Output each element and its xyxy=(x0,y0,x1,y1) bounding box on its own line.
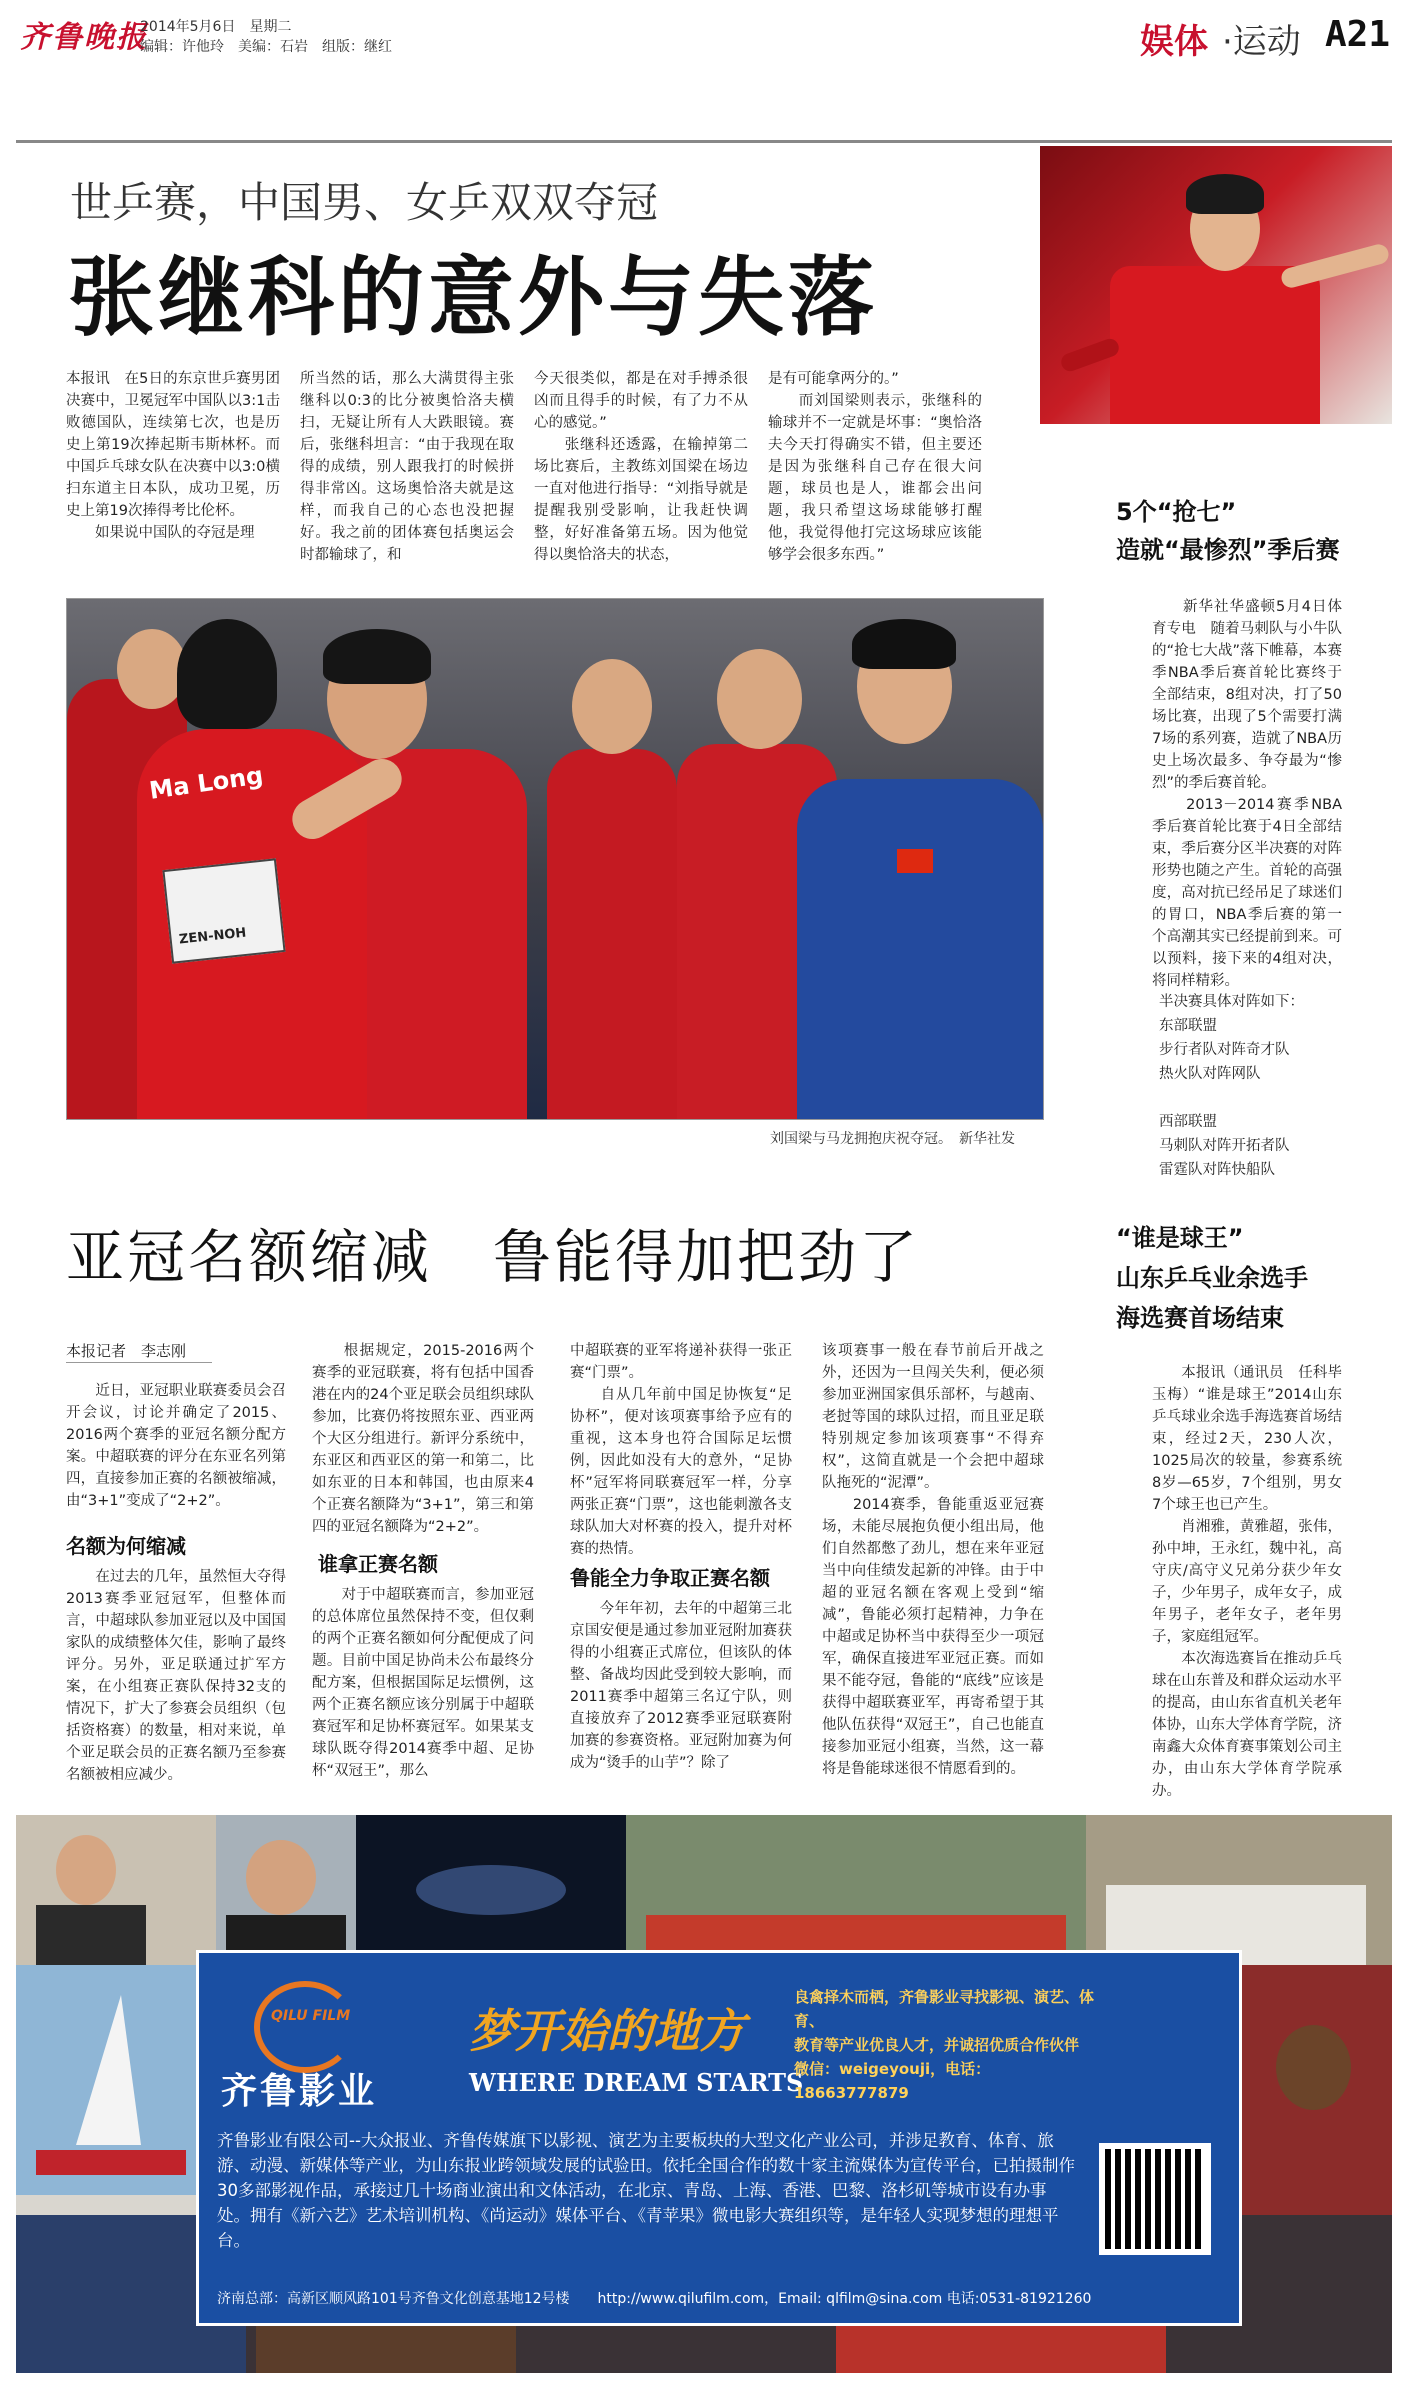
player-jersey xyxy=(1110,266,1320,424)
sidebar1-east-1: 步行者队对阵奇才队 xyxy=(1130,1042,1290,1058)
ad-photo-man xyxy=(216,1815,356,1965)
player-arm xyxy=(1279,242,1390,290)
qilu-film-ad xyxy=(16,1815,1392,2373)
ad-photo-team xyxy=(1086,1815,1392,1965)
sidebar2-headline-1: 山东乒乓业余选手 xyxy=(1116,1264,1308,1292)
photo-caption: 刘国梁与马龙拥抱庆祝夺冠。 新华社发 xyxy=(770,1131,1015,1147)
sidebar1-west-title: 西部联盟 xyxy=(1130,1114,1217,1130)
player-hair xyxy=(1186,174,1264,214)
story2-byline: 本报记者 李志刚 xyxy=(66,1342,187,1360)
sidebar2-body: 本报讯（通讯员 任科毕玉梅）“谁是球王”2014山东乒乓球业余选手海选赛首场结束，经过2天，230人次，1025局次的较量，参赛系统8岁—65岁，7个组别，男女7个球王也已产生。 肖湘雅，黄雅超，张伟，孙中坤，王永红，魏中礼，高守庆/高守义兄弟分获少年女子，少年男子，成年女子，成年男子，老年女子，老年男子，家庭组冠军。 本次海选赛旨在推动乒乓球在山东普及和群众运动水平的提高，由山东省直机关老年体协，山东大学体育学院，济南鑫大众体育赛事策划公司主办，由山东大学体育学院承办。 xyxy=(1152,1365,1342,1799)
ad-recruit-line1: 良禽择木而栖，齐鲁影业寻找影视、演艺、体育、 xyxy=(794,1988,1095,2030)
masthead-logo: 齐鲁晚报 xyxy=(20,20,148,55)
story2-subhead2: 谁拿正赛名额 xyxy=(318,1552,438,1576)
player-blue-jacket xyxy=(797,779,1043,1119)
date-line: 2014年5月6日 星期二 xyxy=(140,19,292,35)
story2-headline: 亚冠名额缩减 鲁能得加把劲了 xyxy=(66,1223,921,1291)
player-photo xyxy=(1040,146,1392,424)
malong-jersey-name: Ma Long xyxy=(147,761,265,805)
story1-kicker: 世乒赛，中国男、女乒双双夺冠 xyxy=(70,178,659,227)
story2-col3b: 今年年初，去年的中超第三北京国安便是通过参加亚冠附加赛获得的小组赛正式席位，但该队的体整、备战均因此受到较大影响，而2011赛季中超第三名辽宁队，则直接放弃了2012赛季亚冠联赛附加赛的参赛资格。亚冠附加赛为何成为“烫手的山芋”？除了 xyxy=(570,1601,792,1771)
sidebar1-west-2: 雷霆队对阵快船队 xyxy=(1130,1162,1275,1178)
section-sublabel: ·运动 xyxy=(1222,22,1301,62)
bg-player-center xyxy=(547,749,677,1119)
malong-head xyxy=(177,619,277,729)
ad-brand-name: 齐鲁影业 xyxy=(221,2071,378,2112)
bg-player-center-face xyxy=(572,659,652,754)
ad-recruit-line2: 教育等产业优良人才，并诚招优质合作伙伴 xyxy=(794,2036,1080,2054)
story2-col1a: 近日，亚冠职业联赛委员会召开会议，讨论并确定了2015、2016两个赛季的亚冠名额分配方案。中超联赛的评分在东亚名列第四，直接参加正赛的名额被缩减，由“3+1”变成了“2+2”。 xyxy=(66,1383,286,1509)
page-number: A21 xyxy=(1325,14,1391,55)
bg-player-wang-face xyxy=(717,649,802,749)
top-divider xyxy=(16,140,1392,143)
ad-recruit-line3: 微信：weigeyouji，电话：18663777879 xyxy=(794,2060,991,2102)
china-flag-icon xyxy=(897,849,933,873)
editor-credits: 编辑：许他玲 美编：石岩 组版：继红 xyxy=(140,39,392,55)
sidebar1-east-title: 东部联盟 xyxy=(1130,1018,1217,1034)
story2-subhead3: 鲁能全力争取正赛名额 xyxy=(570,1566,770,1590)
bib-sponsor: ZEN-NOH xyxy=(178,925,248,948)
story1-headline: 张继科的意外与失落 xyxy=(68,247,878,348)
ad-slogan-en: WHERE DREAM STARTS xyxy=(469,2068,804,2097)
qilu-logo-icon xyxy=(254,1981,356,2073)
race-bib xyxy=(162,858,285,963)
sidebar1-body: 新华社华盛顿5月4日体育专电 随着马刺队与小牛队的“抢七大战”落下帷幕，本赛季NBA季后赛首轮比赛终于全部结束，8组对决，打了50场比赛，出现了5个需要打满7场的系列赛，造就了NBA历史上场次最多、争夺最为“惨烈”的季后赛首轮。 2013－2014赛季NBA季后赛首轮比赛于4日全部结束，季后赛分区半决赛的对阵形势也随之产生。首轮的高强度，高对抗已经吊足了球迷们的胃口，NBA季后赛的第一个高潮其实已经提前到来。可以预料，接下来的4组对决，将同样精彩。 xyxy=(1152,599,1342,989)
sidebar1-east-2: 热火队对阵网队 xyxy=(1130,1066,1261,1082)
ad-body-text: 齐鲁影业有限公司--大众报业、齐鲁传媒旗下以影视、演艺为主要板块的大型文化产业公司，并涉足教育、体育、旅游、动漫、新媒体等产业，为山东报业跨领域发展的试验田。依托全国合作的数十家主流媒体为宣传平台，已拍摄制作30多部影视作品，承接过几十场商业演出和文体活动，在北京、青岛、上海、香港、巴黎、洛杉矶等城市设有办事处。拥有《新六艺》艺术培训机构、《尚运动》媒体平台、《青苹果》微电影大赛组织等，是年轻人实现梦想的理想平台。 xyxy=(217,2131,1075,2250)
ad-logo-text: QILU FILM xyxy=(271,2008,351,2024)
ad-contact: 济南总部：高新区顺风路101号齐鲁文化创意基地12号楼 http://www.qilufilm.com，Email: qlfilm@sina.com 电话:0531-81921260 xyxy=(217,2291,1092,2307)
ad-recruit xyxy=(794,1985,1104,2105)
ad-photo-sailboat xyxy=(16,1965,196,2195)
ad-photo-people xyxy=(16,1815,216,1965)
story1-col4: 是有可能拿两分的。” 而刘国梁则表示，张继科的输球并不一定就是坏事：“奥恰洛夫今天打得确实不错，但主要还是因为张继科自己存在很大问题，球员也是人，谁都会出问题，我只希望这场球能够打醒他，我觉得他打完这场球应该能够学会很多东西。” xyxy=(768,371,982,563)
ad-photo-stage xyxy=(356,1815,626,1965)
player-blue-hair xyxy=(852,619,956,669)
celebration-photo xyxy=(66,598,1044,1120)
ad-photo-group xyxy=(626,1815,1086,1965)
story2-subhead1: 名额为何缩减 xyxy=(66,1534,186,1558)
story1-col3: 今天很类似，都是在对手搏杀很凶而且得手的时候，有了力不从心的感觉。” 张继科还透露，在输掉第二场比赛后，主教练刘国梁在场边一直对他进行指导：“刘指导就是提醒我别受影响，让我赶快调整，好好准备第五场。因为他觉得以奥恰洛夫的状态， xyxy=(534,371,748,563)
story2-col2b: 对于中超联赛而言，参加亚冠的总体席位虽然保持不变，但仅剩的两个正赛名额如何分配便成了问题。目前中国足协尚未公布最终分配方案，但根据国际足坛惯例，这两个正赛名额应该分别属于中超联赛冠军和足协杯赛冠军。如果某支球队既夺得2014赛季中超、足协杯“双冠王”，那么 xyxy=(312,1587,534,1779)
coach-hair xyxy=(323,629,431,684)
sidebar1-headline: 造就“最惨烈”季后赛 xyxy=(1116,536,1340,564)
story2-col1b: 在过去的几年，虽然恒大夺得2013赛季亚冠冠军，但整体而言，中超球队参加亚冠以及中国国家队的成绩整体欠佳，影响了最终评分。另外，亚足联通过扩军方案，在小组赛正赛队保持32支的情况下，扩大了参赛会员组织（包括资格赛）的数量，相对来说，单个亚足联会员的正赛名额乃至参赛名额被相应减少。 xyxy=(66,1569,286,1783)
sidebar2-kicker: “谁是球王” xyxy=(1116,1224,1244,1252)
byline-rule xyxy=(66,1362,212,1363)
sidebar1-list-title: 半决赛具体对阵如下： xyxy=(1130,994,1304,1010)
sidebar2-headline-2: 海选赛首场结束 xyxy=(1116,1304,1284,1332)
story2-col2a: 根据规定，2015-2016两个赛季的亚冠联赛，将有包括中国香港在内的24个亚足联会员组织球队参加，比赛仍将按照东亚、西亚两个大区分组进行。新评分系统中，东亚区和西亚区的第一和第二，比如东亚的日本和韩国，也由原来4个正赛名额降为“3+1”，第三和第四的亚冠名额降为“2+2”。 xyxy=(312,1343,534,1535)
ad-blue-panel xyxy=(196,1950,1242,2326)
qr-code-icon xyxy=(1099,2143,1211,2255)
sidebar1-west-1: 马刺队对阵开拓者队 xyxy=(1130,1138,1290,1154)
story2-col3a: 中超联赛的亚军将递补获得一张正赛“门票”。 自从几年前中国足协恢复“足协杯”，便对该项赛事给予应有的重视，这本身也符合国际足坛惯例，因此如没有大的意外，“足协杯”冠军将同联赛冠军一样，分享两张正赛“门票”，这也能刺激各支球队加大对杯赛的投入，提升对杯赛的热情。 xyxy=(570,1343,792,1557)
story1-col2: 所当然的话，那么大满贯得主张继科以0:3的比分被奥恰洛夫横扫，无疑让所有人大跌眼镜。赛后，张继科坦言：“由于我现在取得的成绩，别人跟我打的时候拼得非常凶。这场奥恰洛夫就是这样，而我自己的心态也没把握好。我之前的团体赛包括奥运会时都输球了，和 xyxy=(300,371,514,563)
sidebar1-kicker: 5个“抢七” xyxy=(1116,498,1237,526)
story1-col1: 本报讯 在5日的东京世乒赛男团决赛中，卫冕冠军中国队以3:1击败德国队，连续第七次，也是历史上第19次捧起斯韦斯林杯。而中国乒乓球女队在决赛中以3:0横扫东道主日本队，成功卫冕，历史上第19次捧得考比伦杯。 如果说中国队的夺冠是理 xyxy=(66,371,280,541)
section-label: 娱体 xyxy=(1140,22,1208,62)
story2-col4: 该项赛事一般在春节前后开战之外，还因为一旦闯关失利，便必须参加亚洲国家俱乐部杯，与越南、老挝等国的球队过招，而且亚足联特别规定参加该项赛事“不得弃权”，这简直就是一个会把中超球队拖死的“泥潭”。 2014赛季，鲁能重返亚冠赛场，未能尽展抱负便小组出局，他们自然都憋了劲儿，想在来年亚冠当中向佳绩发起新的冲锋。由于中超的亚冠名额在客观上受到“缩减”，鲁能必须打起精神，力争在中超或足协杯当中获得至少一项冠军，确保直接进军亚冠正赛。而如果不能夺冠，鲁能的“底线”应该是获得中超联赛亚军，再寄希望于其他队伍获得“双冠王”，自己也能直接参加亚冠小组赛，当然，这一幕将是鲁能球迷很不情愿看到的。 xyxy=(822,1343,1044,1777)
ad-slogan-cn: 梦开始的地方 xyxy=(469,2004,745,2058)
